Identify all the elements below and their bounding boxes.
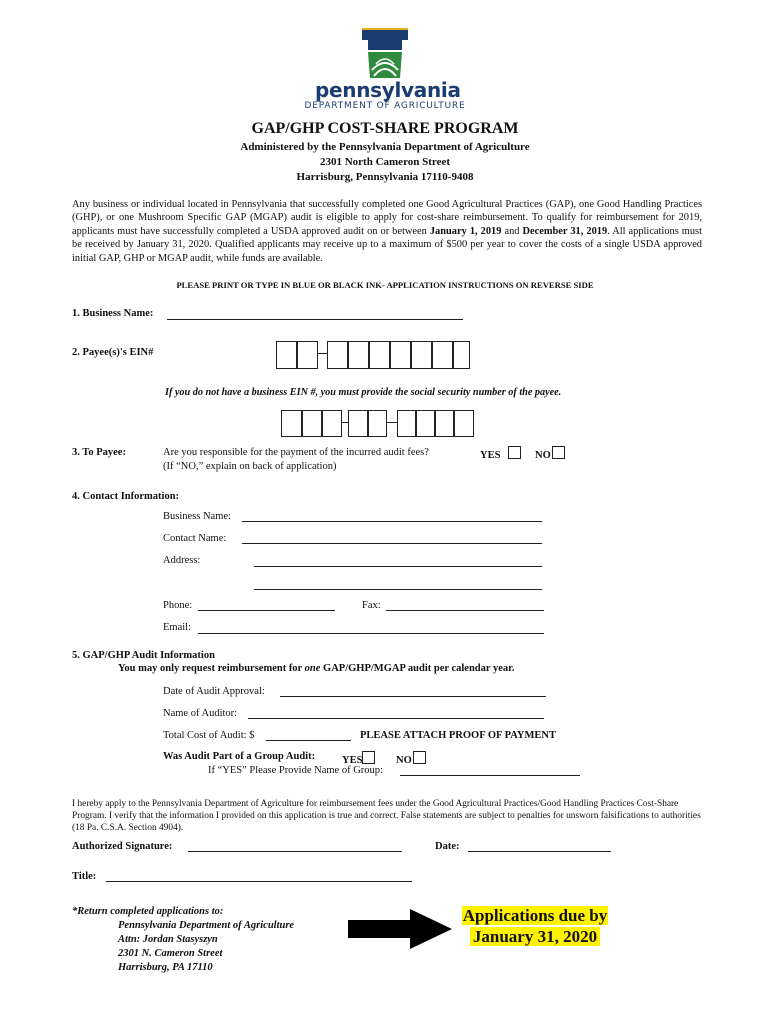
- business-name-label: 1. Business Name:: [72, 308, 154, 319]
- return-line-4: Harrisburg, PA 17110: [118, 962, 213, 973]
- logo-wordmark: pennsylvania: [315, 78, 461, 102]
- group-audit-question: Was Audit Part of a Group Audit:: [163, 751, 316, 762]
- audit-note-pre: You may only request reimbursement for: [118, 663, 305, 674]
- intro-paragraph: [72, 198, 702, 265]
- audit-cost-field[interactable]: [266, 740, 351, 741]
- return-line-3: 2301 N. Cameron Street: [118, 948, 223, 959]
- to-payee-no-checkbox[interactable]: [552, 446, 565, 459]
- to-payee-no[interactable]: [535, 446, 565, 461]
- ein-digit-box[interactable]: [327, 341, 348, 369]
- authorized-signature-label: Authorized Signature:: [72, 841, 173, 852]
- ein-digit-box[interactable]: [432, 341, 453, 369]
- group-yes-label: YES: [342, 755, 363, 766]
- group-no-checkbox[interactable]: [413, 751, 426, 764]
- ssn-digit-box[interactable]: [281, 410, 302, 437]
- return-line-2: Attn: Jordan Stasyszyn: [118, 934, 218, 945]
- deadline-line-2: January 31, 2020: [470, 927, 600, 946]
- audit-note-post: GAP/GHP/MGAP audit per calendar year.: [320, 663, 515, 674]
- keystone-icon: [360, 26, 410, 80]
- intro-date-start: January 1, 2019: [429, 225, 502, 237]
- ein-digit-box[interactable]: [348, 341, 369, 369]
- to-payee-yes-checkbox[interactable]: [508, 446, 521, 459]
- ein-digit-box[interactable]: [369, 341, 390, 369]
- auditor-name-field[interactable]: [248, 718, 544, 719]
- ssn-digit-box[interactable]: [348, 410, 368, 437]
- contact-name-label: Contact Name:: [163, 533, 227, 544]
- deadline-callout: [460, 905, 610, 947]
- group-audit-yes[interactable]: [342, 751, 375, 766]
- form-title: GAP/GHP COST-SHARE PROGRAM: [251, 120, 519, 137]
- payee-ein-label: 2. Payee(s)'s EIN#: [72, 347, 154, 358]
- contact-fax-field[interactable]: [386, 610, 544, 611]
- print-notice: PLEASE PRINT OR TYPE IN BLUE OR BLACK INK- APPLICATION INSTRUCTIONS ON REVERSE SIDE: [176, 280, 594, 290]
- ssn-digit-box[interactable]: [302, 410, 322, 437]
- ssn-digit-box[interactable]: [435, 410, 454, 437]
- audit-date-label: Date of Audit Approval:: [163, 686, 265, 697]
- deadline-line-1: Applications due by: [462, 906, 608, 925]
- ein-note: If you do not have a business EIN #, you must provide the social security number of the payee.: [165, 387, 562, 398]
- intro-text-1: Any business or individual located in Pennsylvania that successfully completed one Good Agricultural Practices (GAP), one Good Handling Practices (GHP), or one Mushroom Specific GAP (MGAP) audit is eligible to apply for cost-share reimbursement. To qualify for reimbursement for 2019, applicants must have successfully completed a USDA approved audit on or between: [72, 199, 702, 237]
- header-line-1: Administered by the Pennsylvania Department of Agriculture: [240, 141, 530, 153]
- ssn-digit-box[interactable]: [397, 410, 416, 437]
- group-audit-no[interactable]: [396, 751, 426, 766]
- contact-info-label: 4. Contact Information:: [72, 491, 180, 502]
- ein-digit-box[interactable]: [297, 341, 318, 369]
- group-yes-checkbox[interactable]: [362, 751, 375, 764]
- contact-phone-field[interactable]: [198, 610, 335, 611]
- return-line-1: Pennsylvania Department of Agriculture: [118, 920, 295, 931]
- audit-date-field[interactable]: [280, 696, 546, 697]
- to-payee-label: 3. To Payee:: [72, 447, 126, 458]
- intro-text-2: . All applications must be received by January 31, 2020. Qualified applicants may receive up to a maximum of $500 per year to cover the costs of a single USDA approved initial GAP, GHP or MGAP audit, while funds are available.: [72, 225, 702, 264]
- right-arrow-icon: [348, 909, 452, 949]
- contact-business-label: Business Name:: [163, 511, 231, 522]
- intro-and: and: [501, 225, 523, 237]
- ssn-digit-box[interactable]: [454, 410, 474, 437]
- audit-info-label: 5. GAP/GHP Audit Information: [72, 650, 215, 661]
- pa-agriculture-logo: [300, 22, 470, 112]
- contact-address-label: Address:: [163, 555, 201, 566]
- contact-business-field[interactable]: [242, 521, 542, 522]
- audit-cost-label: Total Cost of Audit: $: [163, 730, 255, 741]
- proof-of-payment-note: PLEASE ATTACH PROOF OF PAYMENT: [360, 730, 557, 741]
- ein-digit-box[interactable]: [390, 341, 411, 369]
- auditor-name-label: Name of Auditor:: [163, 708, 238, 719]
- contact-fax-label: Fax:: [362, 600, 381, 611]
- to-payee-question: Are you responsible for the payment of the incurred audit fees?: [163, 447, 429, 458]
- audit-note-one: one: [304, 663, 321, 674]
- address-line-2-field[interactable]: [254, 589, 542, 590]
- contact-email-label: Email:: [163, 622, 191, 633]
- to-payee-yes[interactable]: [480, 446, 521, 461]
- audit-info-note: [118, 663, 514, 674]
- ein-digit-box[interactable]: [276, 341, 297, 369]
- ein-digit-box[interactable]: [411, 341, 432, 369]
- ein-dash: [318, 353, 327, 354]
- address-line-1-field[interactable]: [254, 566, 542, 567]
- ssn-digit-box[interactable]: [368, 410, 387, 437]
- ssn-digit-box[interactable]: [322, 410, 342, 437]
- intro-date-end: December 31, 2019: [522, 225, 608, 237]
- to-payee-explain: (If “NO,” explain on back of application): [163, 461, 337, 472]
- signature-date-label: Date:: [435, 841, 460, 852]
- business-name-field[interactable]: [167, 319, 463, 320]
- header-line-2: 2301 North Cameron Street: [319, 156, 451, 168]
- ein-digit-box[interactable]: [453, 341, 470, 369]
- title-field[interactable]: [106, 881, 412, 882]
- to-payee-yes-label: YES: [480, 450, 501, 461]
- group-no-label: NO: [396, 755, 412, 766]
- to-payee-no-label: NO: [535, 450, 551, 461]
- ssn-dash: [387, 422, 397, 423]
- contact-name-field[interactable]: [242, 543, 542, 544]
- group-name-field[interactable]: [400, 775, 580, 776]
- authorized-signature-field[interactable]: [188, 851, 402, 852]
- title-label: Title:: [72, 871, 97, 882]
- group-name-label: If “YES” Please Provide Name of Group:: [208, 765, 383, 776]
- contact-phone-label: Phone:: [163, 600, 193, 611]
- logo-subtitle: DEPARTMENT OF AGRICULTURE: [304, 101, 466, 111]
- certification-statement: I hereby apply to the Pennsylvania Department of Agriculture for reimbursement fees under the Good Agricultural Practices/Good Handling Practices Cost-Share Program. I verify that the information I provided on this application is true and correct. False statements are subject to penalties for unsworn falsifications to authorities (18 Pa. C.S.A. Section 4904).: [72, 799, 701, 833]
- signature-date-field[interactable]: [468, 851, 611, 852]
- ssn-digit-box[interactable]: [416, 410, 435, 437]
- header-line-3: Harrisburg, Pennsylvania 17110-9408: [296, 171, 474, 183]
- return-heading: *Return completed applications to:: [72, 906, 224, 917]
- contact-email-field[interactable]: [198, 633, 544, 634]
